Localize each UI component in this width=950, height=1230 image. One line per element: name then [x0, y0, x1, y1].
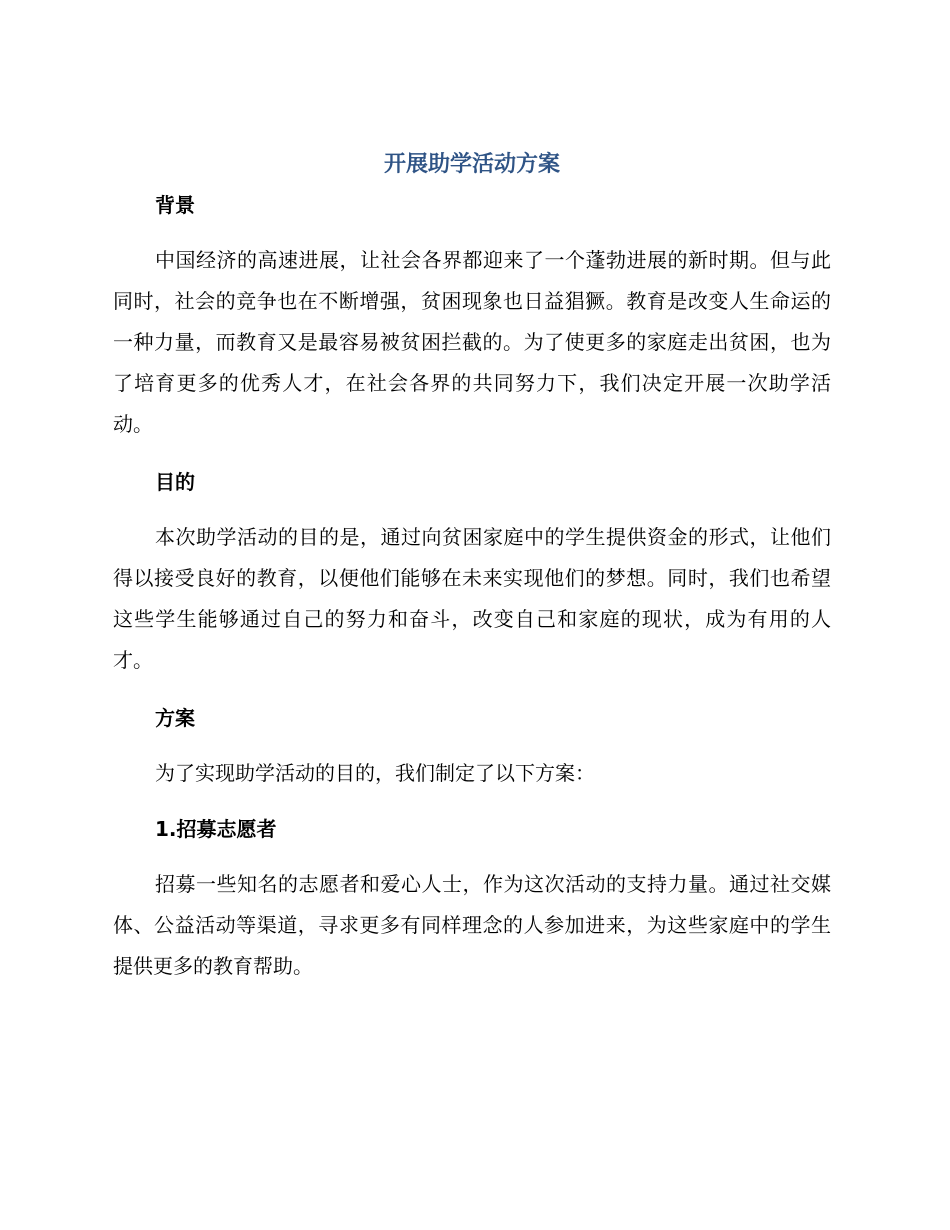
spacer [113, 445, 831, 462]
spacer [113, 502, 831, 517]
section-heading-purpose: 目的 [155, 470, 195, 494]
document-title: 开展助学活动方案 [383, 152, 560, 177]
paragraph-purpose: 本次助学活动的目的是，通过向贫困家庭中的学生提供资金的形式，让他们得以接受良好的教育，以便他们能够在未来实现他们的梦想。同时，我们也希望这些学生能够通过自己的努力和奋斗，改变自己和家庭的现状，成为有用的人才。 [113, 525, 831, 672]
paragraph-background: 中国经济的高速进展，让社会各界都迎来了一个蓬勃进展的新时期。但与此同时，社会的竞争也在不断增强，贫困现象也日益猖獗。教育是改变人生命运的一种力量，而教育又是最容易被贫困拦截的。为了使更多的家庭走出贫困，也为了培育更多的优秀人才，在社会各界的共同努力下，我们决定开展一次助学活动。 [113, 248, 831, 436]
section-heading-plan: 方案 [155, 706, 195, 730]
spacer [113, 794, 831, 809]
section-heading-background: 背景 [155, 193, 195, 217]
document-body [113, 145, 831, 987]
spacer [113, 849, 831, 864]
paragraph-recruit-volunteers: 招募一些知名的志愿者和爱心人士，作为这次活动的支持力量。通过社交媒体、公益活动等渠道，寻求更多有同样理念的人参加进来，为这些家庭中的学生提供更多的教育帮助。 [113, 872, 831, 978]
spacer [113, 681, 831, 698]
spacer [113, 738, 831, 753]
section-heading-recruit-volunteers: 1.招募志愿者 [155, 817, 277, 841]
spacer [113, 225, 831, 240]
paragraph-plan-intro: 为了实现助学活动的目的，我们制定了以下方案： [155, 761, 595, 785]
